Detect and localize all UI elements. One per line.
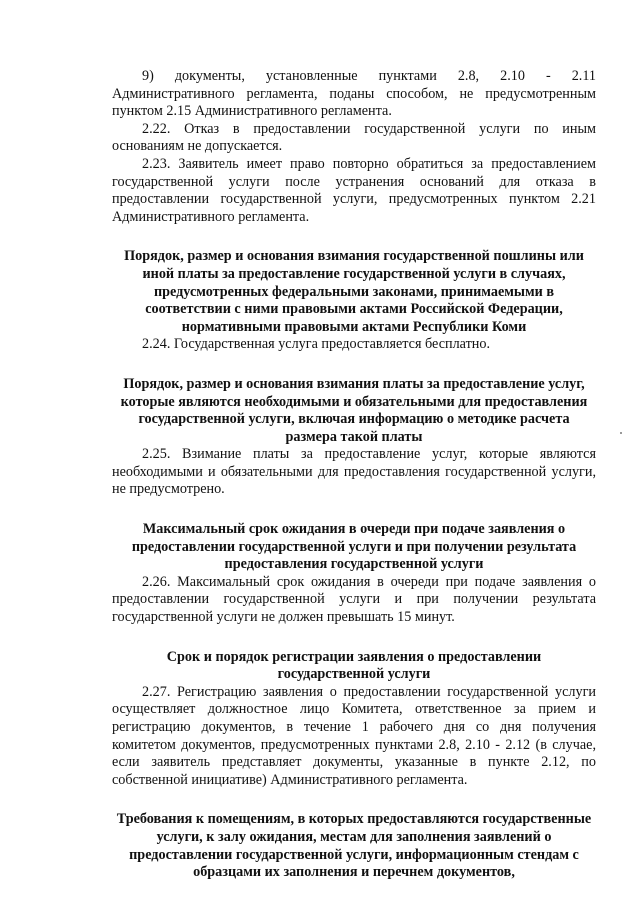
spacer [112, 789, 596, 811]
paragraph-item-9: 9) документы, установленные пунктами 2.8, 2.10 - 2.11 Административного регламента, поданы способом, не предусмотренным пунктом 2.15 Административного регламента. [112, 68, 596, 120]
paragraph-2-27: 2.27. Регистрацию заявления о предоставлении государственной услуги осуществляет должностное лицо Комитета, ответственное за прием и регистрацию документов, в течение 1 рабочего дня со дня получения комитетом документов, предусмотренных пунктами 2.8, 2.10 - 2.12 (в случае, если заявитель представляет документы, указанные в пункте 2.12, по собственной инициативе) Административного регламента. [112, 683, 596, 788]
paragraph-2-26: 2.26. Максимальный срок ожидания в очереди при подаче заявления о предоставлении государственной услуги и при получении результата государственной услуги не должен превышать 15 минут. [112, 573, 596, 626]
spacer [112, 226, 596, 248]
paragraph-2-25: 2.25. Взимание платы за предоставление услуг, которые являются необходимыми и обязательными для предоставления государственной услуги, не предусмотрено. [112, 446, 596, 498]
spacer [112, 354, 596, 376]
document-page [112, 68, 596, 882]
paragraph-2-23: 2.23. Заявитель имеет право повторно обратиться за предоставлением государственной услуги после устранения оснований для отказа в предоставлении государственной услуги, предусмотренных пунктом 2.21 Административного регламента. [112, 155, 596, 225]
paragraph-2-22: 2.22. Отказ в предоставлении государственной услуги по иным основаниям не допускается. [112, 120, 596, 155]
heading-queue-time: Максимальный срок ожидания в очереди при подаче заявления о предоставлении государственной услуги и при получении результата предоставления государственной услуги [131, 521, 577, 573]
paragraph-2-24: 2.24. Государственная услуга предоставляется бесплатно. [142, 336, 491, 353]
heading-registration: Срок и порядок регистрации заявления о предоставлении государственной услуги [166, 648, 542, 683]
heading-fee-procedure: Порядок, размер и основания взимания государственной пошлины или иной платы за предоставление государственной услуги в случаях, предусмотренных федеральными законами, принимаемыми в соответствии с ними правовыми актами Российской Федерации, нормативными правовыми актами Республики Коми [124, 248, 584, 335]
heading-premises-requirements: Требования к помещениям, в которых предоставляются государственные услуги, к залу ожидания, местам для заполнения заявлений о предоставлении государственной услуги, информационным стендам с образцами их заполнения и перечнем документов, [116, 811, 592, 881]
spacer [112, 627, 596, 649]
spacer [112, 499, 596, 521]
heading-paid-services: Порядок, размер и основания взимания платы за предоставление услуг, которые являются необходимыми и обязательными для предоставления государственной услуги, включая информацию о методике расчета размера такой платы [120, 375, 588, 445]
scan-mark [620, 432, 622, 434]
